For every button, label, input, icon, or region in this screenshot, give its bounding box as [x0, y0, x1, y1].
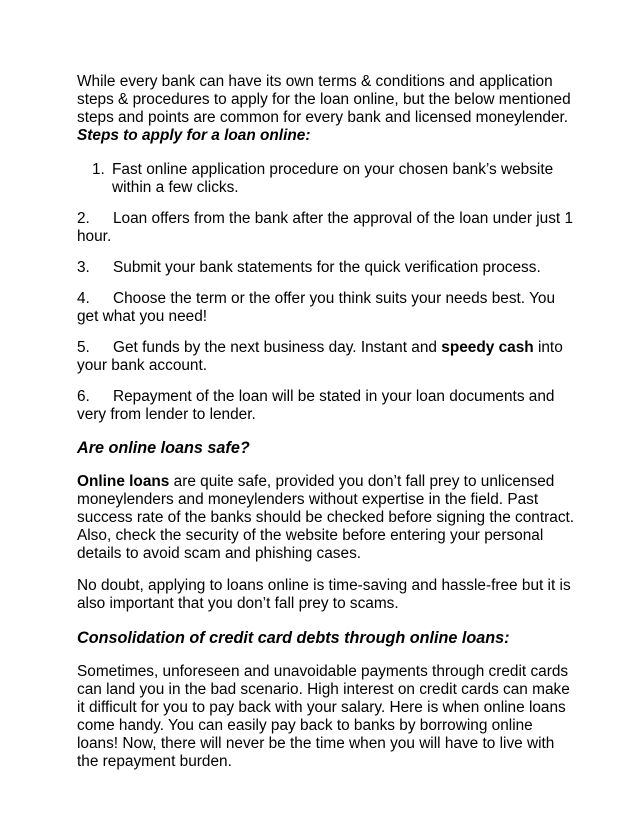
list-item — [77, 290, 577, 326]
list-item — [77, 210, 577, 246]
list-item-text: into your bank account. — [77, 339, 563, 374]
safety-paragraph — [77, 473, 577, 563]
safety-paragraph-text: are quite safe, provided you don’t fall prey to unlicensed moneylenders and moneylenders without expertise in the field. Past success rate of the banks should be checked before signing the contract. Also, check the security of the website before entering your personal details to avoid scam and phishing cases. — [77, 473, 575, 562]
list-item-text: Fast online application procedure on your chosen bank’s website within a few clicks. — [112, 161, 554, 196]
list-item — [77, 259, 577, 277]
list-item — [77, 161, 577, 197]
document-page — [77, 73, 577, 771]
list-item-number: 2. — [77, 210, 90, 227]
list-item-number: 3. — [77, 259, 90, 276]
steps-heading: Steps to apply for a loan online: — [77, 127, 311, 144]
scam-paragraph: No doubt, applying to loans online is time-saving and hassle-free but it is also important that you don’t fall prey to scams. — [77, 577, 571, 612]
list-item-number: 1. — [92, 161, 105, 178]
list-item-text: Loan offers from the bank after the approval of the loan under just 1 hour. — [77, 210, 574, 245]
list-item-number: 5. — [77, 339, 90, 356]
section-heading-consolidation: Consolidation of credit card debts through online loans: — [77, 629, 510, 647]
section-heading-safety: Are online loans safe? — [77, 439, 250, 457]
consolidation-paragraph: Sometimes, unforeseen and unavoidable payments through credit cards can land you in the bad scenario. High interest on credit cards can make it difficult for you to pay back with your salary. Here is when online loans come handy. You can easily pay back to banks by borrowing online loans! Now, there will never be the time when you will have to live with the repayment burden. — [77, 663, 570, 770]
list-item-text: Choose the term or the offer you think suits your needs best. You get what you need! — [77, 290, 556, 325]
intro-paragraph: While every bank can have its own terms & conditions and application steps & procedures to apply for the loan online, but the below mentioned steps and points are common for every bank and licensed moneylender. — [77, 73, 571, 126]
list-item-text: Repayment of the loan will be stated in your loan documents and very from lender to lender. — [77, 388, 555, 423]
list-item-number: 4. — [77, 290, 90, 307]
list-item-text: Get funds by the next business day. Instant and — [113, 339, 442, 356]
list-item — [77, 339, 577, 375]
list-item — [77, 388, 577, 424]
speedy-cash-bold-text: speedy cash — [441, 339, 534, 356]
list-item-number: 6. — [77, 388, 90, 405]
list-item-text: Submit your bank statements for the quick verification process. — [113, 259, 541, 276]
online-loans-bold-text: Online loans — [77, 473, 170, 490]
